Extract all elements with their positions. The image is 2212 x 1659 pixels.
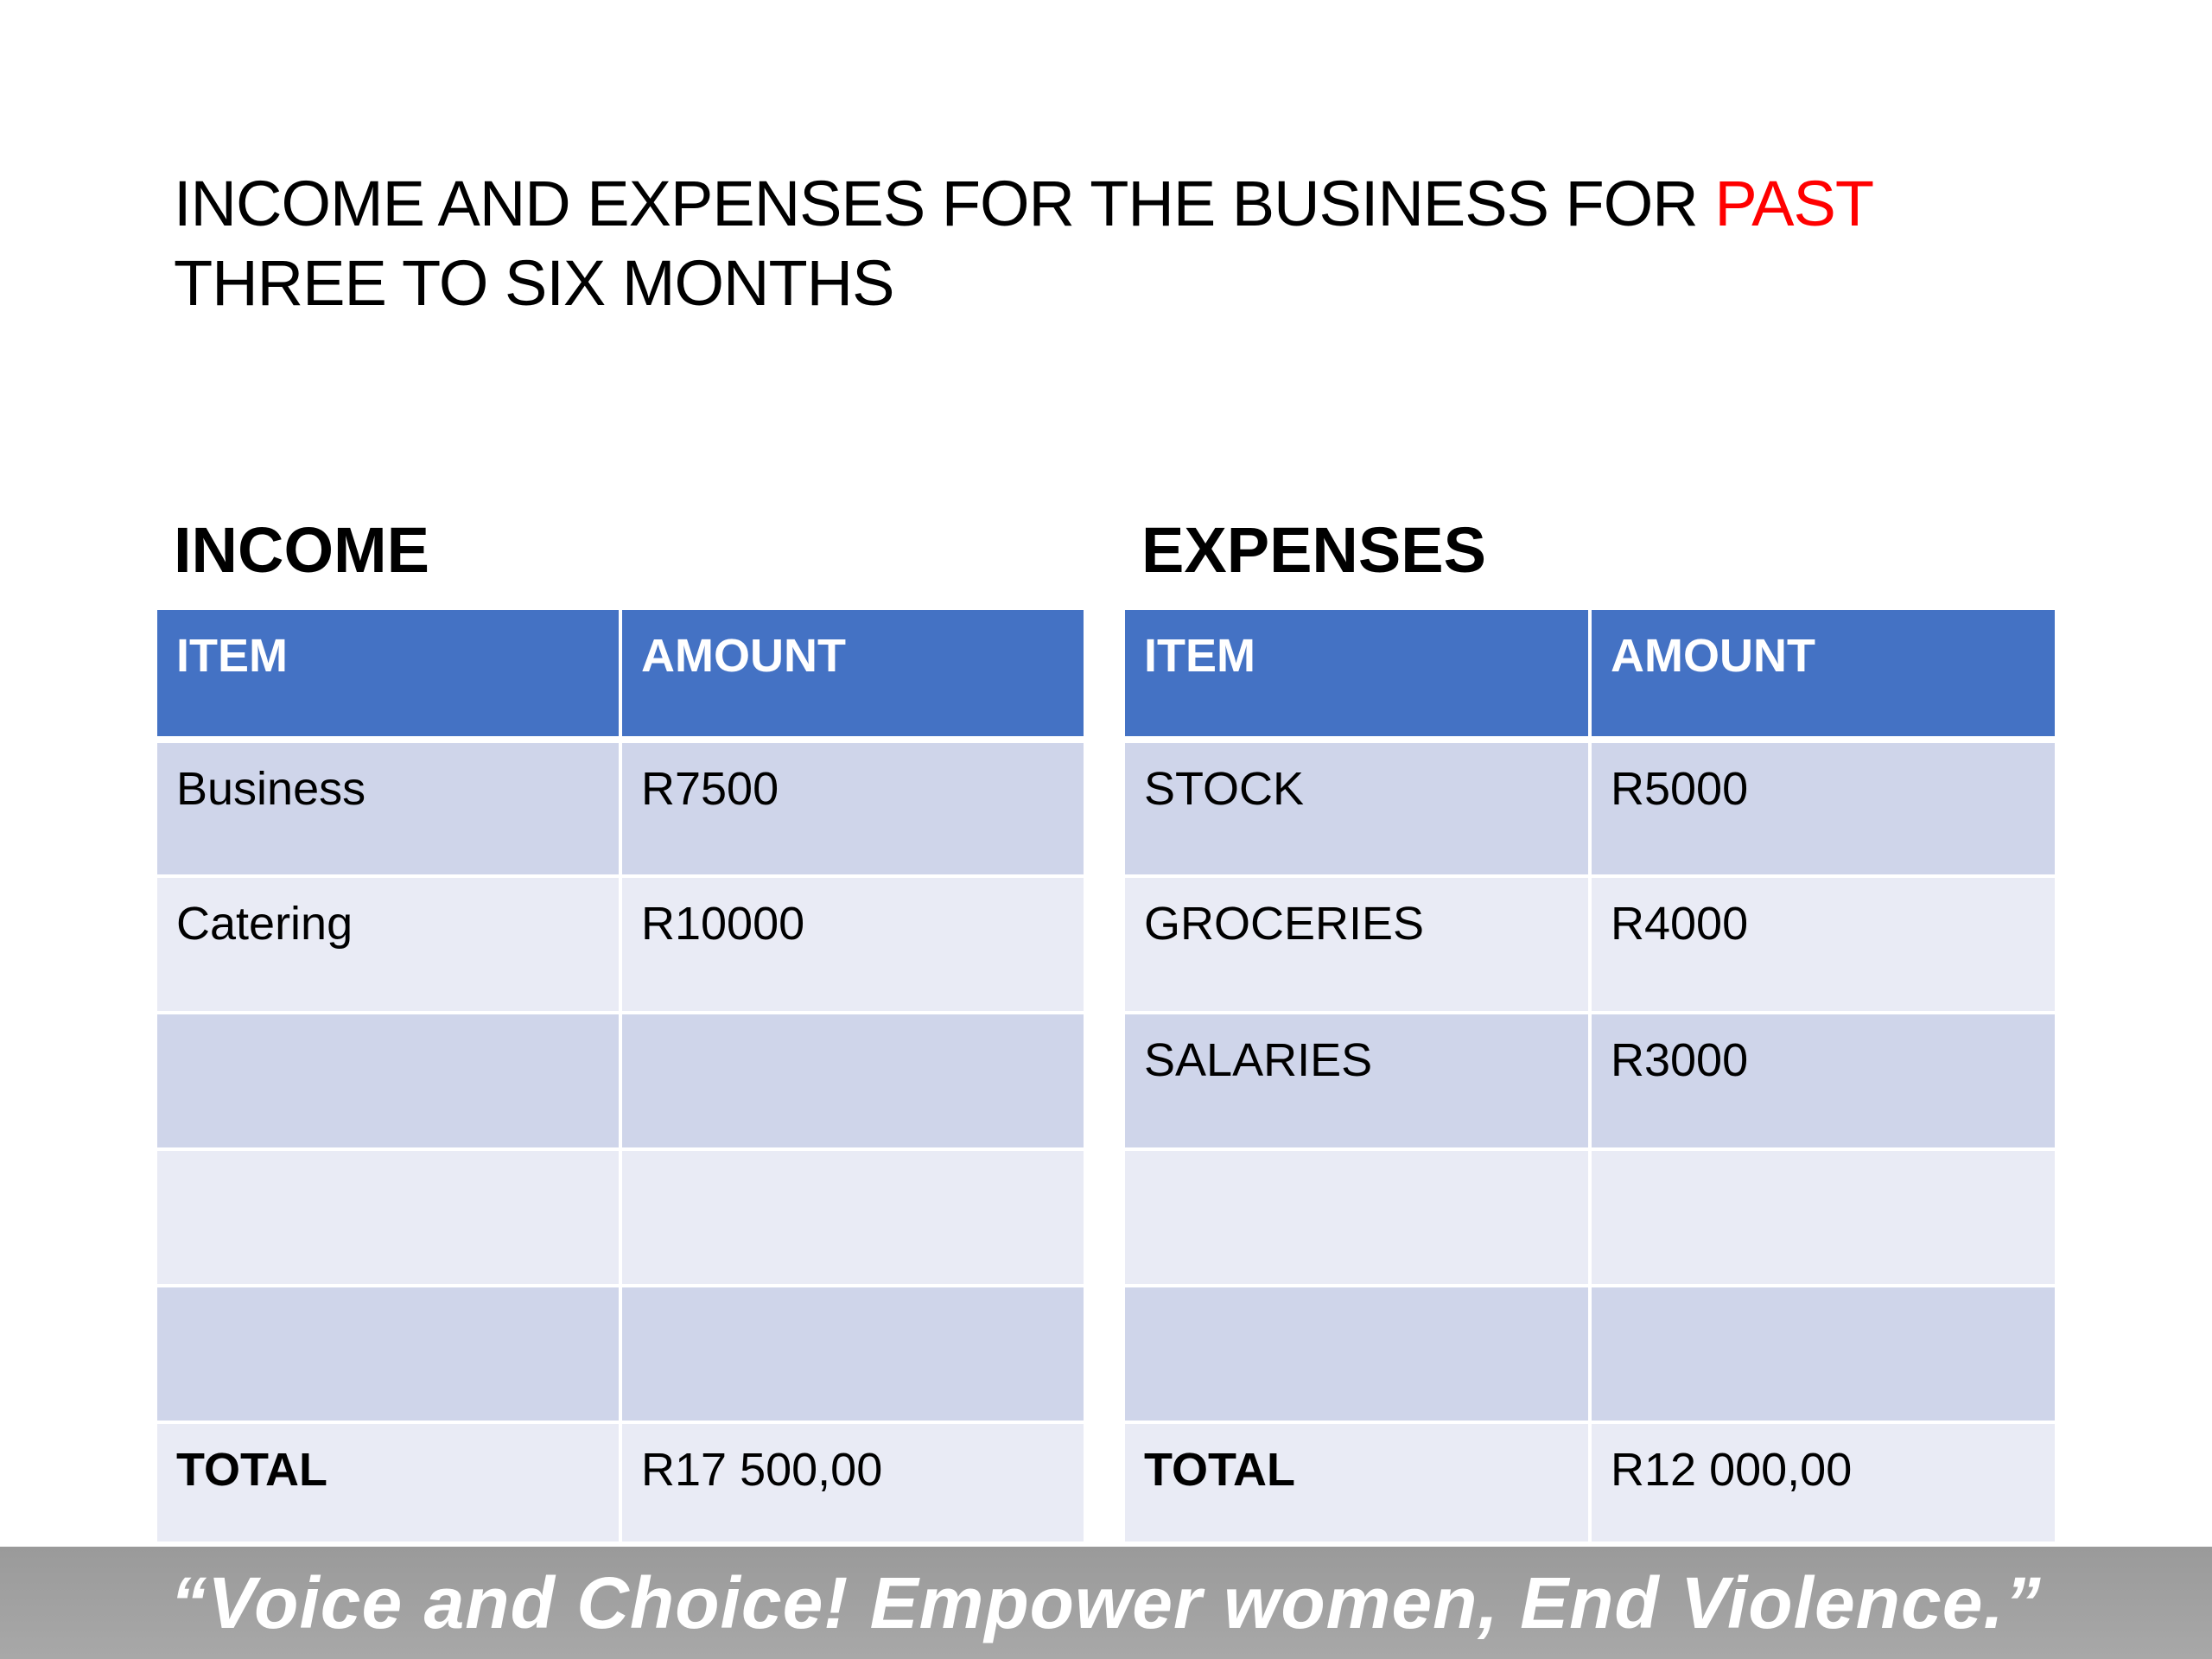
income-amount-cell: R7500 xyxy=(620,740,1085,876)
expenses-amount-cell xyxy=(1590,1286,2056,1422)
income-header-row xyxy=(156,608,1085,740)
expenses-col-amount: AMOUNT xyxy=(1590,608,2056,740)
title-text-after: THREE TO SIX MONTHS xyxy=(174,247,894,319)
table-row xyxy=(156,876,1085,1013)
expenses-total-value: R12 000,00 xyxy=(1590,1422,2056,1543)
income-item-cell: Business xyxy=(156,740,620,876)
expenses-table xyxy=(1122,607,2058,1545)
table-row xyxy=(1123,1013,2056,1149)
expenses-item-cell xyxy=(1123,1149,1590,1286)
table-row xyxy=(156,1286,1085,1422)
table-row xyxy=(1123,876,2056,1013)
table-row xyxy=(1123,740,2056,876)
income-table xyxy=(154,607,1087,1545)
income-total-row xyxy=(156,1422,1085,1543)
title-text-before: INCOME AND EXPENSES FOR THE BUSINESS FOR xyxy=(174,168,1715,239)
expenses-header-row xyxy=(1123,608,2056,740)
income-col-amount: AMOUNT xyxy=(620,608,1085,740)
title-highlight: PAST xyxy=(1714,168,1872,239)
income-col-item: ITEM xyxy=(156,608,620,740)
expenses-amount-cell: R5000 xyxy=(1590,740,2056,876)
income-item-cell xyxy=(156,1286,620,1422)
income-amount-cell xyxy=(620,1013,1085,1149)
expenses-item-cell: GROCERIES xyxy=(1123,876,1590,1013)
income-amount-cell xyxy=(620,1286,1085,1422)
table-row xyxy=(1123,1286,2056,1422)
expenses-amount-cell: R4000 xyxy=(1590,876,2056,1013)
expenses-item-cell: SALARIES xyxy=(1123,1013,1590,1149)
footer-slogan: “Voice and Choice! Empower women, End Violence.” xyxy=(170,1561,2042,1643)
income-total-label: TOTAL xyxy=(156,1422,620,1543)
expenses-total-row xyxy=(1123,1422,2056,1543)
expenses-item-cell: STOCK xyxy=(1123,740,1590,876)
income-heading: INCOME xyxy=(174,514,429,586)
footer-banner xyxy=(0,1547,2212,1659)
table-row xyxy=(1123,1149,2056,1286)
expenses-heading: EXPENSES xyxy=(1141,514,1486,586)
expenses-amount-cell xyxy=(1590,1149,2056,1286)
expenses-col-item: ITEM xyxy=(1123,608,1590,740)
slide-title xyxy=(174,164,2075,323)
income-item-cell xyxy=(156,1149,620,1286)
expenses-item-cell xyxy=(1123,1286,1590,1422)
income-amount-cell xyxy=(620,1149,1085,1286)
table-row xyxy=(156,740,1085,876)
table-row xyxy=(156,1013,1085,1149)
expenses-amount-cell: R3000 xyxy=(1590,1013,2056,1149)
expenses-total-label: TOTAL xyxy=(1123,1422,1590,1543)
income-amount-cell: R10000 xyxy=(620,876,1085,1013)
income-item-cell xyxy=(156,1013,620,1149)
income-total-value: R17 500,00 xyxy=(620,1422,1085,1543)
table-row xyxy=(156,1149,1085,1286)
income-item-cell: Catering xyxy=(156,876,620,1013)
